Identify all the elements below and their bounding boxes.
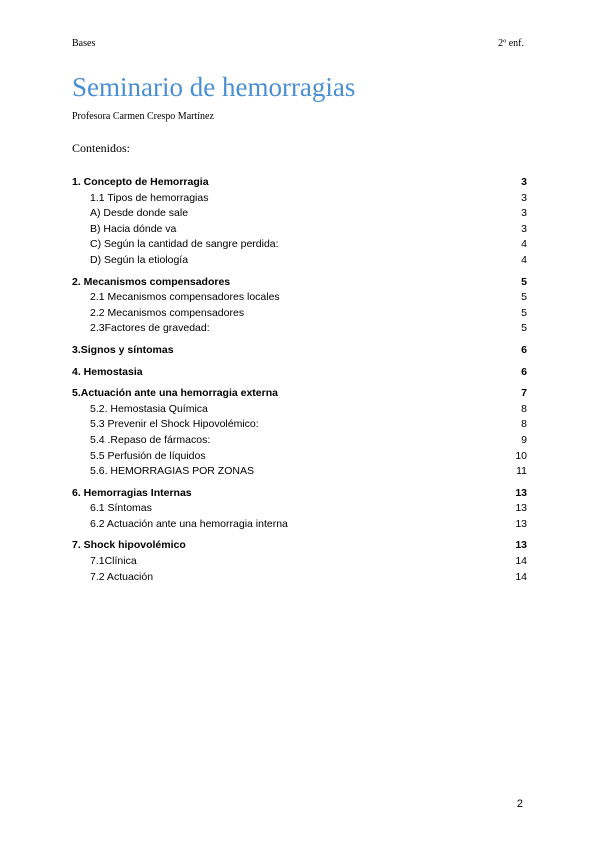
toc-entry-page: 4 <box>521 238 527 251</box>
toc-subsection-entry[interactable] <box>72 191 527 207</box>
toc-entry-page: 13 <box>515 517 527 530</box>
toc-subsection-entry[interactable] <box>72 206 527 222</box>
contents-label: Contenidos: <box>72 141 131 155</box>
toc-section <box>72 365 527 381</box>
toc-entry-page: 3 <box>521 176 527 188</box>
toc-section-entry[interactable] <box>72 343 527 359</box>
toc-entry-page: 11 <box>516 465 527 478</box>
toc-entry-label: 7.2 Actuación <box>90 570 154 583</box>
toc-entry-label: 5.Actuación ante una hemorragia externa <box>72 387 278 400</box>
toc-section <box>72 343 527 359</box>
toc-entry-page: 5 <box>521 306 527 319</box>
table-of-contents <box>72 175 527 591</box>
document-title: Seminario de hemorragias <box>72 72 356 102</box>
toc-entry-page: 9 <box>521 433 527 446</box>
toc-entry-page: 14 <box>515 555 527 568</box>
toc-subsection-entry[interactable] <box>72 501 527 517</box>
toc-section-entry[interactable] <box>72 486 527 502</box>
toc-subsection-entry[interactable] <box>72 449 527 465</box>
toc-subsection-entry[interactable] <box>72 417 527 433</box>
toc-entry-label: 2. Mecanismos compensadores <box>72 275 231 288</box>
toc-subsection-entry[interactable] <box>72 222 527 238</box>
toc-entry-label: 6. Hemorragias Internas <box>72 486 192 499</box>
toc-section <box>72 386 527 480</box>
toc-section-entry[interactable] <box>72 365 527 381</box>
toc-entry-label: 2.1 Mecanismos compensadores locales <box>90 291 280 304</box>
toc-entry-page: 3 <box>521 191 527 204</box>
toc-entry-page: 5 <box>521 291 527 304</box>
toc-entry-label: 2.3Factores de gravedad: <box>90 322 210 335</box>
toc-subsection-entry[interactable] <box>72 290 527 306</box>
toc-entry-label: B) Hacia dónde va <box>90 222 177 235</box>
toc-entry-label: 1.1 Tipos de hemorragias <box>90 191 209 204</box>
toc-subsection-entry[interactable] <box>72 464 527 480</box>
toc-entry-page: 14 <box>515 570 527 583</box>
toc-entry-page: 3 <box>521 222 527 235</box>
toc-entry-page: 13 <box>515 539 527 552</box>
toc-entry-page: 8 <box>521 402 527 415</box>
toc-entry-label: 5.5 Perfusión de líquidos <box>90 449 206 462</box>
toc-section-entry[interactable] <box>72 275 527 291</box>
toc-entry-page: 5 <box>521 275 527 288</box>
toc-entry-label: 1. Concepto de Hemorragia <box>72 176 209 188</box>
toc-subsection-entry[interactable] <box>72 570 527 586</box>
toc-entry-label: 3.Signos y síntomas <box>72 343 174 356</box>
toc-subsection-entry[interactable] <box>72 306 527 322</box>
page-number: 2 <box>516 798 523 810</box>
toc-entry-label: C) Según la cantidad de sangre perdida: <box>90 238 279 251</box>
toc-entry-page: 8 <box>521 418 527 431</box>
toc-subsection-entry[interactable] <box>72 554 527 570</box>
toc-entry-label: 5.3 Prevenir el Shock Hipovolémico: <box>90 418 259 431</box>
toc-entry-label: 7. Shock hipovolémico <box>72 539 186 552</box>
toc-subsection-entry[interactable] <box>72 402 527 418</box>
toc-entry-label: 4. Hemostasia <box>72 365 143 378</box>
header-right: 2º enf. <box>498 38 524 49</box>
toc-entry-label: 5.6. HEMORRAGIAS POR ZONAS <box>90 465 254 478</box>
toc-entry-page: 4 <box>521 253 527 266</box>
toc-subsection-entry[interactable] <box>72 517 527 533</box>
toc-entry-label: 7.1Clínica <box>90 555 137 568</box>
toc-section <box>72 275 527 337</box>
toc-entry-page: 6 <box>521 365 527 378</box>
toc-section-entry[interactable] <box>72 386 527 402</box>
toc-section-entry[interactable] <box>72 538 527 554</box>
toc-entry-page: 13 <box>515 502 527 515</box>
toc-section <box>72 538 527 585</box>
header-left: Bases <box>72 38 96 49</box>
toc-entry-label: D) Según la etiología <box>90 253 189 266</box>
toc-subsection-entry[interactable] <box>72 321 527 337</box>
toc-section <box>72 486 527 533</box>
toc-entry-page: 13 <box>515 486 527 499</box>
toc-subsection-entry[interactable] <box>72 237 527 253</box>
toc-entry-label: 5.4 .Repaso de fármacos: <box>90 433 211 446</box>
toc-subsection-entry[interactable] <box>72 433 527 449</box>
toc-section <box>72 175 527 269</box>
toc-subsection-entry[interactable] <box>72 253 527 269</box>
toc-entry-page: 6 <box>521 343 527 356</box>
toc-entry-label: 5.2. Hemostasia Química <box>90 402 208 415</box>
toc-entry-page: 5 <box>521 322 527 335</box>
toc-entry-label: A) Desde donde sale <box>90 207 189 220</box>
toc-section-entry[interactable] <box>72 175 527 191</box>
toc-entry-label: 2.2 Mecanismos compensadores <box>90 306 245 319</box>
toc-entry-page: 3 <box>521 207 527 220</box>
toc-entry-label: 6.1 Síntomas <box>90 502 152 515</box>
toc-entry-page: 7 <box>521 387 527 400</box>
toc-entry-page: 10 <box>515 449 527 462</box>
author-line: Profesora Carmen Crespo Martínez <box>72 111 214 122</box>
toc-entry-label: 6.2 Actuación ante una hemorragia interna <box>90 517 288 530</box>
